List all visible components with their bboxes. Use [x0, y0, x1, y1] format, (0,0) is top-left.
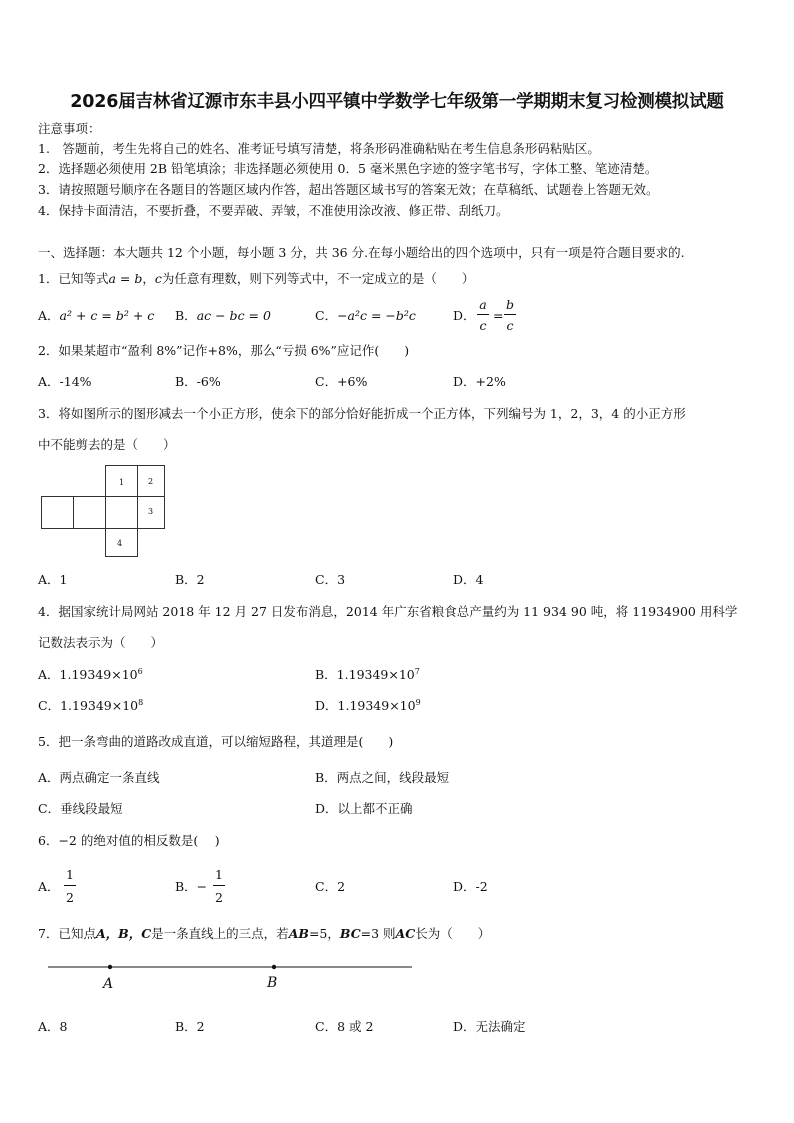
q1-d-equals: = — [493, 308, 504, 323]
q4-option-b-text: B．1.19349×10 — [315, 667, 415, 682]
q4-option-a[interactable] — [38, 667, 143, 683]
q5-option-b[interactable]: B．两点之间，线段最短 — [315, 770, 450, 785]
q2-option-a[interactable]: A．-14% — [38, 374, 92, 389]
q6-option-d[interactable]: D．-2 — [453, 879, 488, 894]
point-b-label: B — [267, 975, 278, 991]
q1-option-b-text: ac − bc = 0 — [196, 308, 271, 323]
net-label-3: 3 — [148, 507, 154, 516]
q2-option-c[interactable]: C．+6% — [315, 374, 368, 389]
q7-stem-bc-value: =3 则 — [360, 926, 396, 941]
point-b-dot — [272, 965, 276, 969]
q4-stem-line2: 记数法表示为（ ） — [38, 635, 164, 650]
q4-option-c-exponent: 8 — [138, 698, 144, 707]
q3-option-d[interactable]: D．4 — [453, 572, 484, 587]
q1-option-b[interactable] — [175, 308, 271, 324]
q1-option-c-label: C． — [315, 308, 338, 323]
q1-stem-comma: ， — [142, 271, 155, 286]
q3-stem-line1: 3．将如图所示的图形减去一个小正方形，使余下的部分恰好能折成一个正方体，下列编号为 1，2，3，4 的小正方形 — [38, 406, 686, 421]
q1-d-denominator-1: c — [479, 318, 487, 333]
q1-stem-suffix: 为任意有理数，则下列等式中，不一定成立的是（ ） — [161, 271, 475, 286]
q6-a-fraction-bar — [64, 885, 76, 886]
q1-option-c-text: −a²c = −b²c — [337, 308, 416, 323]
q6-b-numerator: 1 — [215, 867, 223, 882]
q7-stem-ac: AC — [395, 926, 416, 941]
q1-option-a-text: a² + c = b² + c — [59, 308, 155, 323]
point-a-label: A — [103, 976, 114, 992]
q3-option-a[interactable]: A．1 — [38, 572, 68, 587]
q7-option-c[interactable]: C．8 或 2 — [315, 1019, 374, 1034]
q6-option-b-label[interactable]: B．− — [175, 879, 208, 894]
q7-option-b[interactable]: B．2 — [175, 1019, 205, 1034]
q4-option-d[interactable] — [315, 698, 421, 714]
q1-option-b-label: B． — [175, 308, 197, 323]
q6-option-a-label[interactable]: A． — [38, 879, 60, 894]
q7-stem-mid: 是一条直线上的三点，若 — [151, 926, 289, 941]
notice-item-1: 1. 答题前，考生先将自己的姓名、准考证号填写清楚，将条形码准确粘贴在考生信息条形码粘贴区。 — [38, 141, 600, 156]
net-square — [105, 496, 138, 529]
notice-item-2: 2．选择题必须使用 2B 铅笔填涂；非选择题必须使用 0．5 毫米黑色字迹的签字笔书写，字体工整、笔迹清楚。 — [38, 161, 658, 176]
q6-stem: 6．−2 的绝对值的相反数是( ) — [38, 833, 220, 848]
q1-stem-var: c — [154, 271, 162, 286]
notice-header: 注意事项： — [38, 121, 101, 136]
q1-d-numerator-2: b — [505, 297, 514, 312]
q3-option-b[interactable]: B．2 — [175, 572, 205, 587]
q7-option-a[interactable]: A．8 — [38, 1019, 68, 1034]
q2-option-b[interactable]: B．-6% — [175, 374, 221, 389]
q6-a-numerator: 1 — [66, 867, 74, 882]
point-a-dot — [108, 965, 112, 969]
net-square — [73, 496, 106, 529]
q5-option-c[interactable]: C．垂线段最短 — [38, 801, 123, 816]
q5-stem: 5．把一条弯曲的道路改成直道，可以缩短路程，其道理是( ) — [38, 734, 394, 749]
q7-stem-bc: BC — [339, 926, 361, 941]
q3-stem-line2: 中不能剪去的是（ ） — [38, 437, 176, 452]
q7-stem-points: A，B，C — [95, 926, 152, 941]
net-label-1: 1 — [119, 478, 125, 487]
q1-option-a-label: A． — [38, 308, 60, 323]
q7-stem-ab: AB — [288, 926, 309, 941]
q2-option-d[interactable]: D．+2% — [453, 374, 506, 389]
q4-option-a-exponent: 6 — [137, 667, 143, 676]
q4-option-d-text: D．1.19349×10 — [315, 698, 416, 713]
q4-option-c[interactable] — [38, 698, 143, 714]
q1-option-a[interactable] — [38, 308, 154, 324]
page-title: 2026届吉林省辽源市东丰县小四平镇中学数学七年级第一学期期末复习检测模拟试题 — [70, 92, 724, 112]
section-heading: 一、选择题：本大题共 12 个小题，每小题 3 分，共 36 分.在每小题给出的四个选项中，只有一项是符合题目要求的. — [38, 245, 685, 260]
q1-stem-equation: a = b — [108, 271, 143, 286]
notice-item-4: 4．保持卡面清洁，不要折叠，不要弄破、弄皱，不准使用涂改液、修正带、刮纸刀。 — [38, 203, 509, 218]
q4-stem-line1: 4．据国家统计局网站 2018 年 12 月 27 日发布消息，2014 年广东省粮食总产量约为 11 934 90 吨，将 11934900 用科学 — [38, 604, 738, 619]
q4-option-d-exponent: 9 — [415, 698, 421, 707]
q7-stem-prefix: 7．已知点 — [38, 926, 96, 941]
q1-stem — [38, 271, 474, 287]
q6-a-denominator: 2 — [66, 890, 74, 905]
net-square — [41, 496, 74, 529]
q1-d-fraction-bar-1 — [477, 314, 489, 315]
q1-d-numerator-1: a — [479, 297, 487, 312]
q2-stem: 2．如果某超市“盈利 8%”记作+8%，那么“亏损 6%”应记作( ) — [38, 343, 410, 358]
notice-item-3: 3．请按照题号顺序在各题目的答题区域内作答，超出答题区域书写的答案无效；在草稿纸、试题卷上答题无效。 — [38, 182, 659, 197]
net-label-2: 2 — [148, 477, 154, 486]
q1-option-c[interactable] — [315, 308, 416, 324]
q5-option-a[interactable]: A．两点确定一条直线 — [38, 770, 160, 785]
q5-option-d[interactable]: D．以上都不正确 — [315, 801, 413, 816]
q4-option-b-exponent: 7 — [414, 667, 420, 676]
q1-option-d-label[interactable]: D． — [453, 308, 476, 323]
q4-option-c-text: C．1.19349×10 — [38, 698, 139, 713]
q1-d-fraction-bar-2 — [504, 314, 516, 315]
q6-b-fraction-bar — [213, 885, 225, 886]
q7-option-d[interactable]: D．无法确定 — [453, 1019, 526, 1034]
q1-d-denominator-2: c — [506, 318, 514, 333]
q7-line-figure — [0, 955, 430, 995]
q7-stem-suffix: 长为（ ） — [415, 926, 491, 941]
q4-option-b[interactable] — [315, 667, 420, 683]
q1-stem-prefix: 1．已知等式 — [38, 271, 109, 286]
q3-option-c[interactable]: C．3 — [315, 572, 346, 587]
q4-option-a-text: A．1.19349×10 — [38, 667, 138, 682]
q6-b-denominator: 2 — [215, 890, 223, 905]
q7-stem-ab-value: =5， — [308, 926, 340, 941]
q6-option-c[interactable]: C．2 — [315, 879, 346, 894]
q7-stem — [38, 926, 490, 942]
net-label-4: 4 — [117, 539, 123, 548]
